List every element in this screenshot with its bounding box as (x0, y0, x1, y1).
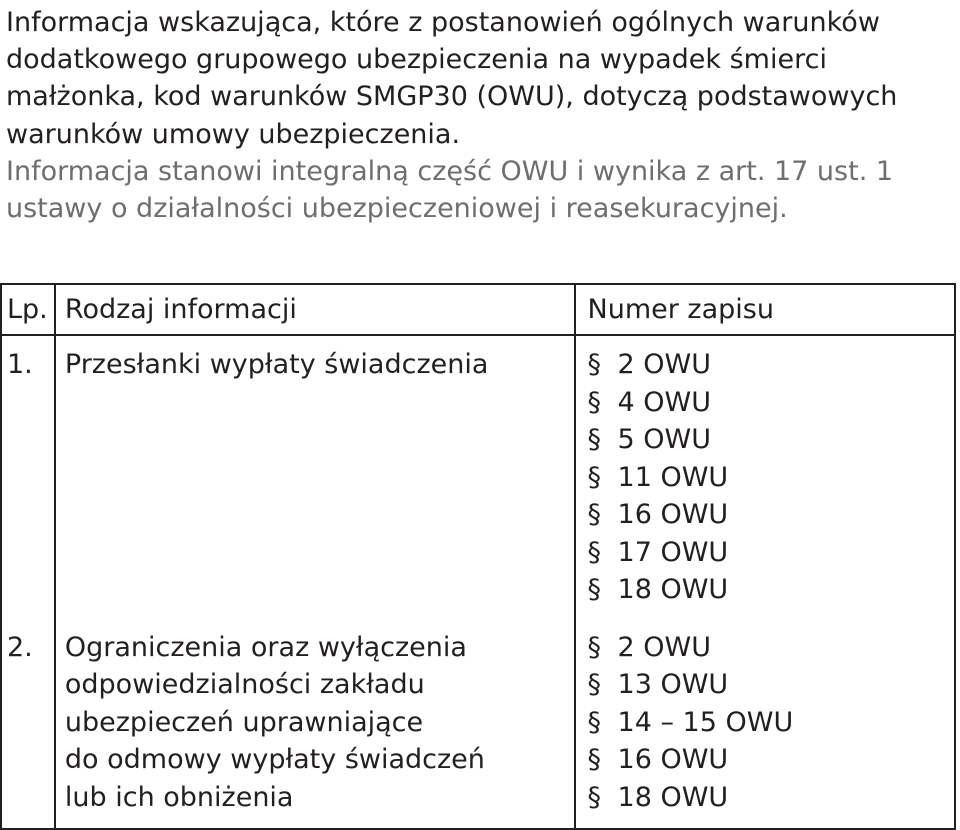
ref-item (576, 534, 954, 572)
row-type-cell (55, 615, 575, 830)
section-symbol: § (587, 461, 602, 493)
row-type-line: Ograniczenia oraz wyłączenia (64, 631, 467, 663)
section-symbol: § (587, 781, 602, 813)
table-row (1, 615, 955, 830)
ref-text: 18 OWU (617, 574, 729, 605)
ref-item (576, 459, 954, 497)
header-number: Numer zapisu (587, 294, 774, 325)
ref-text: 5 OWU (617, 424, 712, 455)
header-type: Rodzaj informacji (64, 294, 297, 325)
ref-text: 16 OWU (617, 499, 729, 530)
ref-text: 14 – 15 OWU (617, 706, 794, 738)
ref-item (576, 666, 954, 704)
header-cell-type (55, 284, 575, 335)
section-symbol: § (587, 669, 602, 700)
header-cell-lp (1, 284, 55, 335)
row-type-line: ubezpieczeń uprawniające (64, 706, 424, 738)
row-type-line: do odmowy wypłaty świadczeń (64, 744, 485, 775)
table-header-row (1, 284, 955, 335)
row-lp-cell (1, 335, 55, 615)
row-lp: 1. (7, 349, 33, 380)
section-symbol: § (587, 631, 602, 663)
section-symbol: § (587, 499, 602, 530)
intro-line: małżonka, kod warunków SMGP30 (OWU), dotyczą podstawowych (6, 81, 898, 113)
header-cell-number (575, 284, 955, 335)
ref-text: 17 OWU (617, 536, 729, 568)
table-row (1, 335, 955, 615)
section-symbol: § (587, 386, 602, 418)
ref-text: 4 OWU (617, 386, 712, 418)
row-type-line: lub ich obniżenia (64, 781, 294, 813)
ref-item (576, 496, 954, 534)
section-symbol: § (587, 744, 602, 775)
row-refs-cell (575, 615, 955, 830)
row-lp-cell (1, 615, 55, 830)
intro-line: warunków umowy ubezpieczenia. (6, 118, 461, 150)
row-type-cell (55, 335, 575, 615)
ref-text: 16 OWU (617, 744, 729, 775)
section-symbol: § (587, 574, 602, 605)
intro-note-line: ustawy o działalności ubezpieczeniowej i reasekuracyjnej. (6, 193, 788, 225)
intro-text (6, 4, 946, 227)
ref-item (576, 779, 954, 817)
ref-item (576, 629, 954, 667)
ref-item (576, 704, 954, 742)
row-type-line: Przesłanki wypłaty świadczenia (64, 349, 489, 380)
row-refs-cell (575, 335, 955, 615)
section-symbol: § (587, 706, 602, 738)
ref-item (576, 384, 954, 422)
ref-text: 11 OWU (617, 461, 729, 493)
ref-text: 18 OWU (617, 781, 729, 813)
ref-item (576, 346, 954, 384)
section-symbol: § (587, 536, 602, 568)
intro-line: Informacja wskazująca, które z postanowień ogólnych warunków (6, 7, 880, 38)
intro-line: dodatkowego grupowego ubezpieczenia na wypadek śmierci (6, 44, 827, 76)
ref-text: 2 OWU (617, 349, 712, 380)
row-lp: 2. (7, 631, 33, 663)
section-symbol: § (587, 424, 602, 455)
ref-item (576, 421, 954, 459)
header-lp: Lp. (7, 294, 48, 325)
row-type-line: odpowiedzialności zakładu (64, 669, 425, 700)
information-table (0, 283, 956, 830)
intro-note-line: Informacja stanowi integralną część OWU i wynika z art. 17 ust. 1 (6, 155, 894, 187)
section-symbol: § (587, 349, 602, 380)
ref-item (576, 741, 954, 779)
ref-item (576, 571, 954, 609)
ref-text: 2 OWU (617, 631, 712, 663)
ref-text: 13 OWU (617, 669, 729, 700)
